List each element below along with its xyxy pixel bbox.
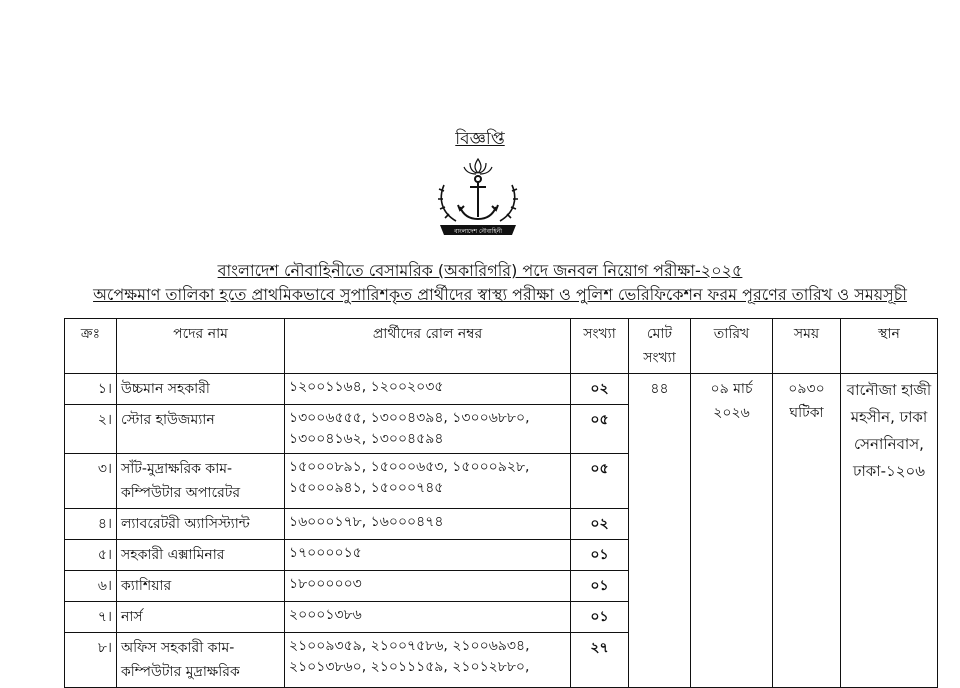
row-post: ল্যাবরেটরী অ্যাসিস্ট্যান্ট — [117, 509, 285, 540]
row-count: ০৫ — [571, 454, 629, 509]
header-date: তারিখ — [691, 319, 773, 374]
header-total: মোট সংখ্যা — [629, 319, 691, 374]
schedule-place: বানৌজা হাজী মহসীন, ঢাকা সেনানিবাস, ঢাকা-১২০৬ — [841, 374, 938, 688]
row-rolls: ১৭০০০০১৫ — [285, 540, 571, 571]
row-count: ০১ — [571, 540, 629, 571]
table-row — [65, 374, 938, 405]
row-count: ০৫ — [571, 405, 629, 454]
header-rolls: প্রার্থীদের রোল নম্বর — [285, 319, 571, 374]
header-count: সংখ্যা — [571, 319, 629, 374]
navy-emblem-icon — [430, 155, 526, 239]
row-serial: ৪। — [65, 509, 117, 540]
candidate-schedule-table — [64, 318, 938, 688]
row-count: ০১ — [571, 571, 629, 602]
row-serial: ৫। — [65, 540, 117, 571]
row-rolls: ১২০০১১৬৪, ১২০০২০৩৫ — [285, 374, 571, 405]
schedule-time: ০৯৩০ ঘটিকা — [773, 374, 841, 688]
total-count: ৪৪ — [629, 374, 691, 688]
row-serial: ৭। — [65, 602, 117, 633]
row-count: ০১ — [571, 602, 629, 633]
header-place: স্থান — [841, 319, 938, 374]
row-post: সাঁট-মুদ্রাক্ষরিক কাম-কম্পিউটার অপারেটর — [117, 454, 285, 509]
row-post: অফিস সহকারী কাম-কম্পিউটার মুদ্রাক্ষরিক — [117, 633, 285, 688]
row-serial: ২। — [65, 405, 117, 454]
row-rolls: ১৮০০০০০৩ — [285, 571, 571, 602]
schedule-date: ০৯ মার্চ ২০২৬ — [691, 374, 773, 688]
row-rolls: ১৩০০৬৫৫৫, ১৩০০৪৩৯৪, ১৩০০৬৮৮০, ১৩০০৪১৬২, ১৩০০৪৫৯৪ — [285, 405, 571, 454]
water-lily-icon — [464, 159, 492, 174]
row-post: সহকারী এক্সামিনার — [117, 540, 285, 571]
row-serial: ৩। — [65, 454, 117, 509]
row-serial: ৬। — [65, 571, 117, 602]
heading-exam-title: বাংলাদেশ নৌবাহিনীতে বেসামরিক (অকারিগরি) পদে জনবল নিয়োগ পরীক্ষা-২০২৫ — [217, 261, 743, 280]
emblem-scroll-text: বাংলাদেশ নৌবাহিনী — [454, 228, 502, 235]
row-count: ০২ — [571, 509, 629, 540]
heading-schedule-subtitle: অপেক্ষমাণ তালিকা হতে প্রাথমিকভাবে সুপারিশকৃত প্রার্থীদের স্বাস্থ্য পরীক্ষা ও পুলিশ ভেরিফিকেশন ফরম পূরণের তারিখ ও সময়সূচী — [93, 285, 907, 304]
row-serial: ৮। — [65, 633, 117, 688]
header-post: পদের নাম — [117, 319, 285, 374]
header-time: সময় — [773, 319, 841, 374]
header-serial: ক্রঃ — [65, 319, 117, 374]
row-count: ০২ — [571, 374, 629, 405]
row-rolls: ১৬০০০১৭৮, ১৬০০০৪৭৪ — [285, 509, 571, 540]
row-rolls: ২১০০৯৩৫৯, ২১০০৭৫৮৬, ২১০০৬৯৩৪, ২১০১৩৮৬০, ২১০১১১৫৯, ২১০১২৮৮০, — [285, 633, 571, 688]
row-post: ক্যাশিয়ার — [117, 571, 285, 602]
row-post: উচ্চমান সহকারী — [117, 374, 285, 405]
row-rolls: ১৫০০০৮৯১, ১৫০০০৬৫৩, ১৫০০০৯২৮, ১৫০০০৯৪১, ১৫০০০৭৪৫ — [285, 454, 571, 509]
anchor-icon — [458, 176, 498, 219]
row-serial: ১। — [65, 374, 117, 405]
row-count: ২৭ — [571, 633, 629, 688]
table-header-row — [65, 319, 938, 374]
row-rolls: ২০০০১৩৮৬ — [285, 602, 571, 633]
row-post: নার্স — [117, 602, 285, 633]
notice-title: বিজ্ঞপ্তি — [455, 129, 505, 149]
row-post: স্টোর হাউজম্যান — [117, 405, 285, 454]
